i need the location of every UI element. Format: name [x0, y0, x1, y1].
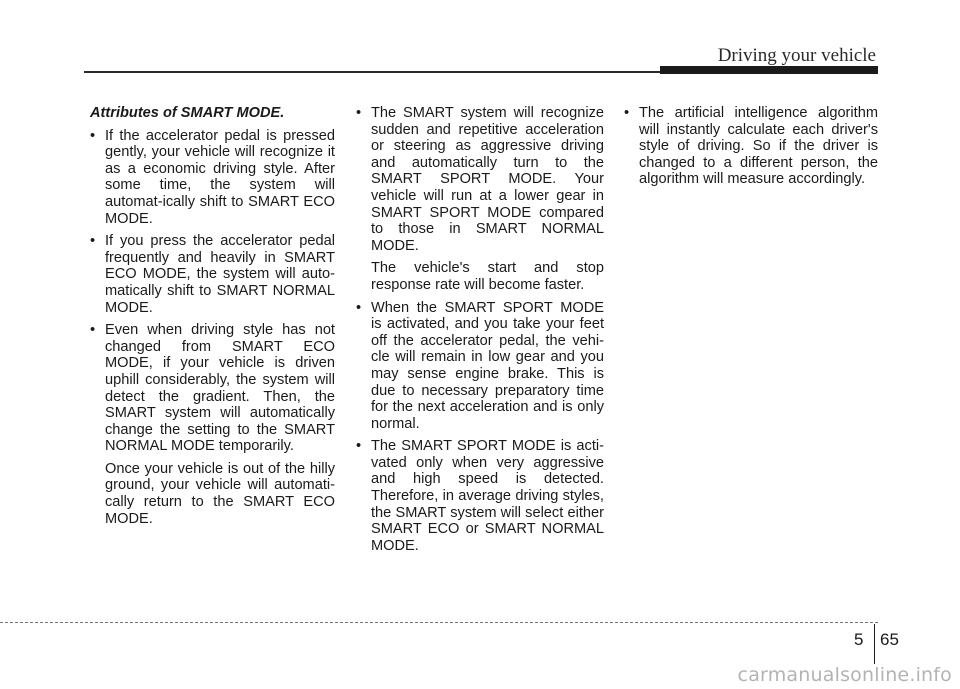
list-item [90, 233, 335, 316]
text-column-3 [624, 105, 878, 194]
list-item [90, 322, 335, 527]
watermark: carmanualsonline.info [737, 664, 952, 686]
bullet-text: • When the SMART SPORT MODE is activated, and you take your feet off the accelerator pedal, the vehi-cle will remain in low gear and you may sense engine brake. This is due to necessary preparatory time for the next acceleration and is only normal. [371, 299, 604, 432]
bullet-continuation: The vehicle's start and stop response rate will become faster. [371, 260, 604, 293]
bullet-continuation: Once your vehicle is out of the hilly ground, your vehicle will automati-cally return to the SMART ECO MODE. [105, 460, 335, 527]
text-column-1 [90, 105, 335, 533]
bullet-text: • If you press the accelerator pedal frequently and heavily in SMART ECO MODE, the system will auto-matically shift to SMART NORMAL MODE. [105, 233, 335, 316]
list-item [624, 105, 878, 188]
bullet-list-2 [356, 105, 604, 554]
bullet-list-3 [624, 105, 878, 188]
list-item [356, 300, 604, 433]
bullet-text: • The SMART SPORT MODE is acti-vated only when very aggressive and high speed is detected. Therefore, in average driving styles, the SMART system will select either SMART ECO or SMART NORMAL MODE. [371, 438, 604, 554]
list-item [356, 105, 604, 294]
chapter-number: 5 [854, 630, 864, 649]
bullet-text: • If the accelerator pedal is pressed gently, your vehicle will recognize it as a economic driving style. After some time, the system will automat-ically shift to SMART ECO MODE. [105, 127, 335, 227]
page-number-divider [874, 624, 875, 664]
text-column-2 [356, 105, 604, 560]
bullet-text: • The SMART system will recognize sudden and repetitive acceleration or steering as aggressive driving and automatically turn to the SMART SPORT MODE. Your vehicle will run at a lower gear in SMART SPORT MODE compared to those in SMART NORMAL MODE. [371, 105, 604, 254]
bullet-list-1 [90, 128, 335, 528]
list-item [356, 438, 604, 554]
bullet-text: • Even when driving style has not changed from SMART ECO MODE, if your vehicle is driven uphill considerably, the system will detect the gradient. Then, the SMART system will automatically change the setting to the SMART NORMAL MODE temporarily. [105, 322, 335, 455]
header-rule-thick [660, 66, 878, 74]
bullet-text: • The artificial intelligence algorithm will instantly calculate each driver's style of driving. So if the driver is changed to a different person, the algorithm will measure accordingly. [639, 105, 878, 188]
chapter-header-title: Driving your vehicle [717, 45, 876, 66]
section-title: Attributes of SMART MODE. [90, 105, 285, 121]
list-item [90, 128, 335, 228]
header-rule-thin [84, 71, 662, 73]
footer-rule [0, 622, 878, 623]
page-number: 65 [880, 630, 899, 649]
